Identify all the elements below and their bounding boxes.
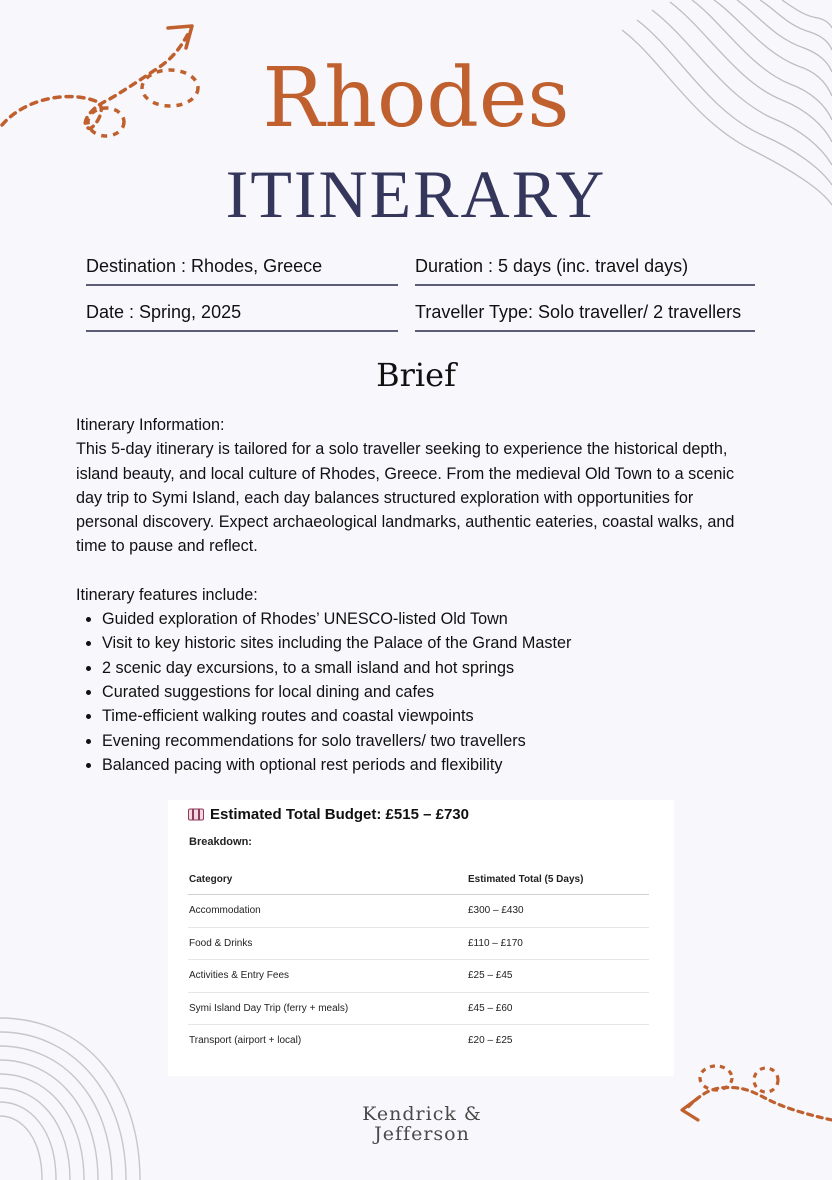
destination-field: Destination : Rhodes, Greece xyxy=(86,256,398,286)
brief-section xyxy=(76,413,756,777)
table-cell: Food & Drinks xyxy=(188,927,467,960)
budget-subtitle: Breakdown: xyxy=(189,836,252,848)
brand-line: Kendrick & xyxy=(362,1103,482,1125)
brief-heading: Brief xyxy=(376,356,456,394)
budget-card xyxy=(168,800,674,1076)
table-row xyxy=(188,1025,649,1057)
budget-table xyxy=(188,864,649,1057)
table-cell: Symi Island Day Trip (ferry + meals) xyxy=(188,992,467,1025)
table-row xyxy=(188,895,649,928)
table-cell: Activities & Entry Fees xyxy=(188,960,467,993)
list-item: • Visit to key historic sites including the Palace of the Grand Master xyxy=(102,631,756,655)
date-field: Date : Spring, 2025 xyxy=(86,302,398,332)
list-item: • Time-efficient walking routes and coastal viewpoints xyxy=(102,704,756,728)
table-cell: £25 – £45 xyxy=(467,960,649,993)
list-item: • Evening recommendations for solo travellers/ two travellers xyxy=(102,729,756,753)
info-text: This 5-day itinerary is tailored for a solo traveller seeking to experience the historical depth, island beauty, and local culture of Rhodes, Greece. From the medieval Old Town to a scenic day trip to Symi Island, each day balances structured exploration with opportunities for personal discovery. Expect archaeological landmarks, authentic eateries, coastal walks, and time to pause and reflect. xyxy=(76,440,735,556)
features-label: Itinerary features include: xyxy=(76,585,258,604)
column-header: Estimated Total (5 Days) xyxy=(467,864,649,895)
table-cell: £20 – £25 xyxy=(468,1035,513,1047)
list-item: • 2 scenic day excursions, to a small island and hot springs xyxy=(102,656,756,680)
arcs-decoration xyxy=(0,1010,150,1180)
table-row xyxy=(188,992,649,1025)
table-cell: Accommodation xyxy=(188,895,467,928)
duration-field: Duration : 5 days (inc. travel days) xyxy=(415,256,755,286)
table-cell: £110 – £170 xyxy=(467,927,649,960)
table-row xyxy=(188,927,649,960)
budget-title xyxy=(188,806,469,825)
title-script: Rhodes xyxy=(262,51,570,146)
title-main: ITINERARY xyxy=(225,156,607,232)
column-header: Category xyxy=(188,864,467,895)
brand-logo xyxy=(0,1104,832,1144)
features-list xyxy=(76,607,756,777)
list-item: • Balanced pacing with optional rest periods and flexibility xyxy=(102,753,756,777)
info-label: Itinerary Information: xyxy=(76,416,225,434)
list-item: • Curated suggestions for local dining and cafes xyxy=(102,680,756,704)
table-cell: £45 – £60 xyxy=(467,992,649,1025)
table-row xyxy=(188,960,649,993)
list-item: • Guided exploration of Rhodes’ UNESCO-listed Old Town xyxy=(102,607,756,631)
table-cell: £300 – £430 xyxy=(467,895,649,928)
traveller-type-field: Traveller Type: Solo traveller/ 2 travellers xyxy=(415,302,755,332)
table-cell: Transport (airport + local) xyxy=(189,1035,302,1047)
budget-title-text: Estimated Total Budget: £515 – £730 xyxy=(210,806,469,823)
brand-line: Jefferson xyxy=(374,1123,470,1145)
table-header-row xyxy=(188,864,649,895)
money-icon xyxy=(188,808,204,825)
